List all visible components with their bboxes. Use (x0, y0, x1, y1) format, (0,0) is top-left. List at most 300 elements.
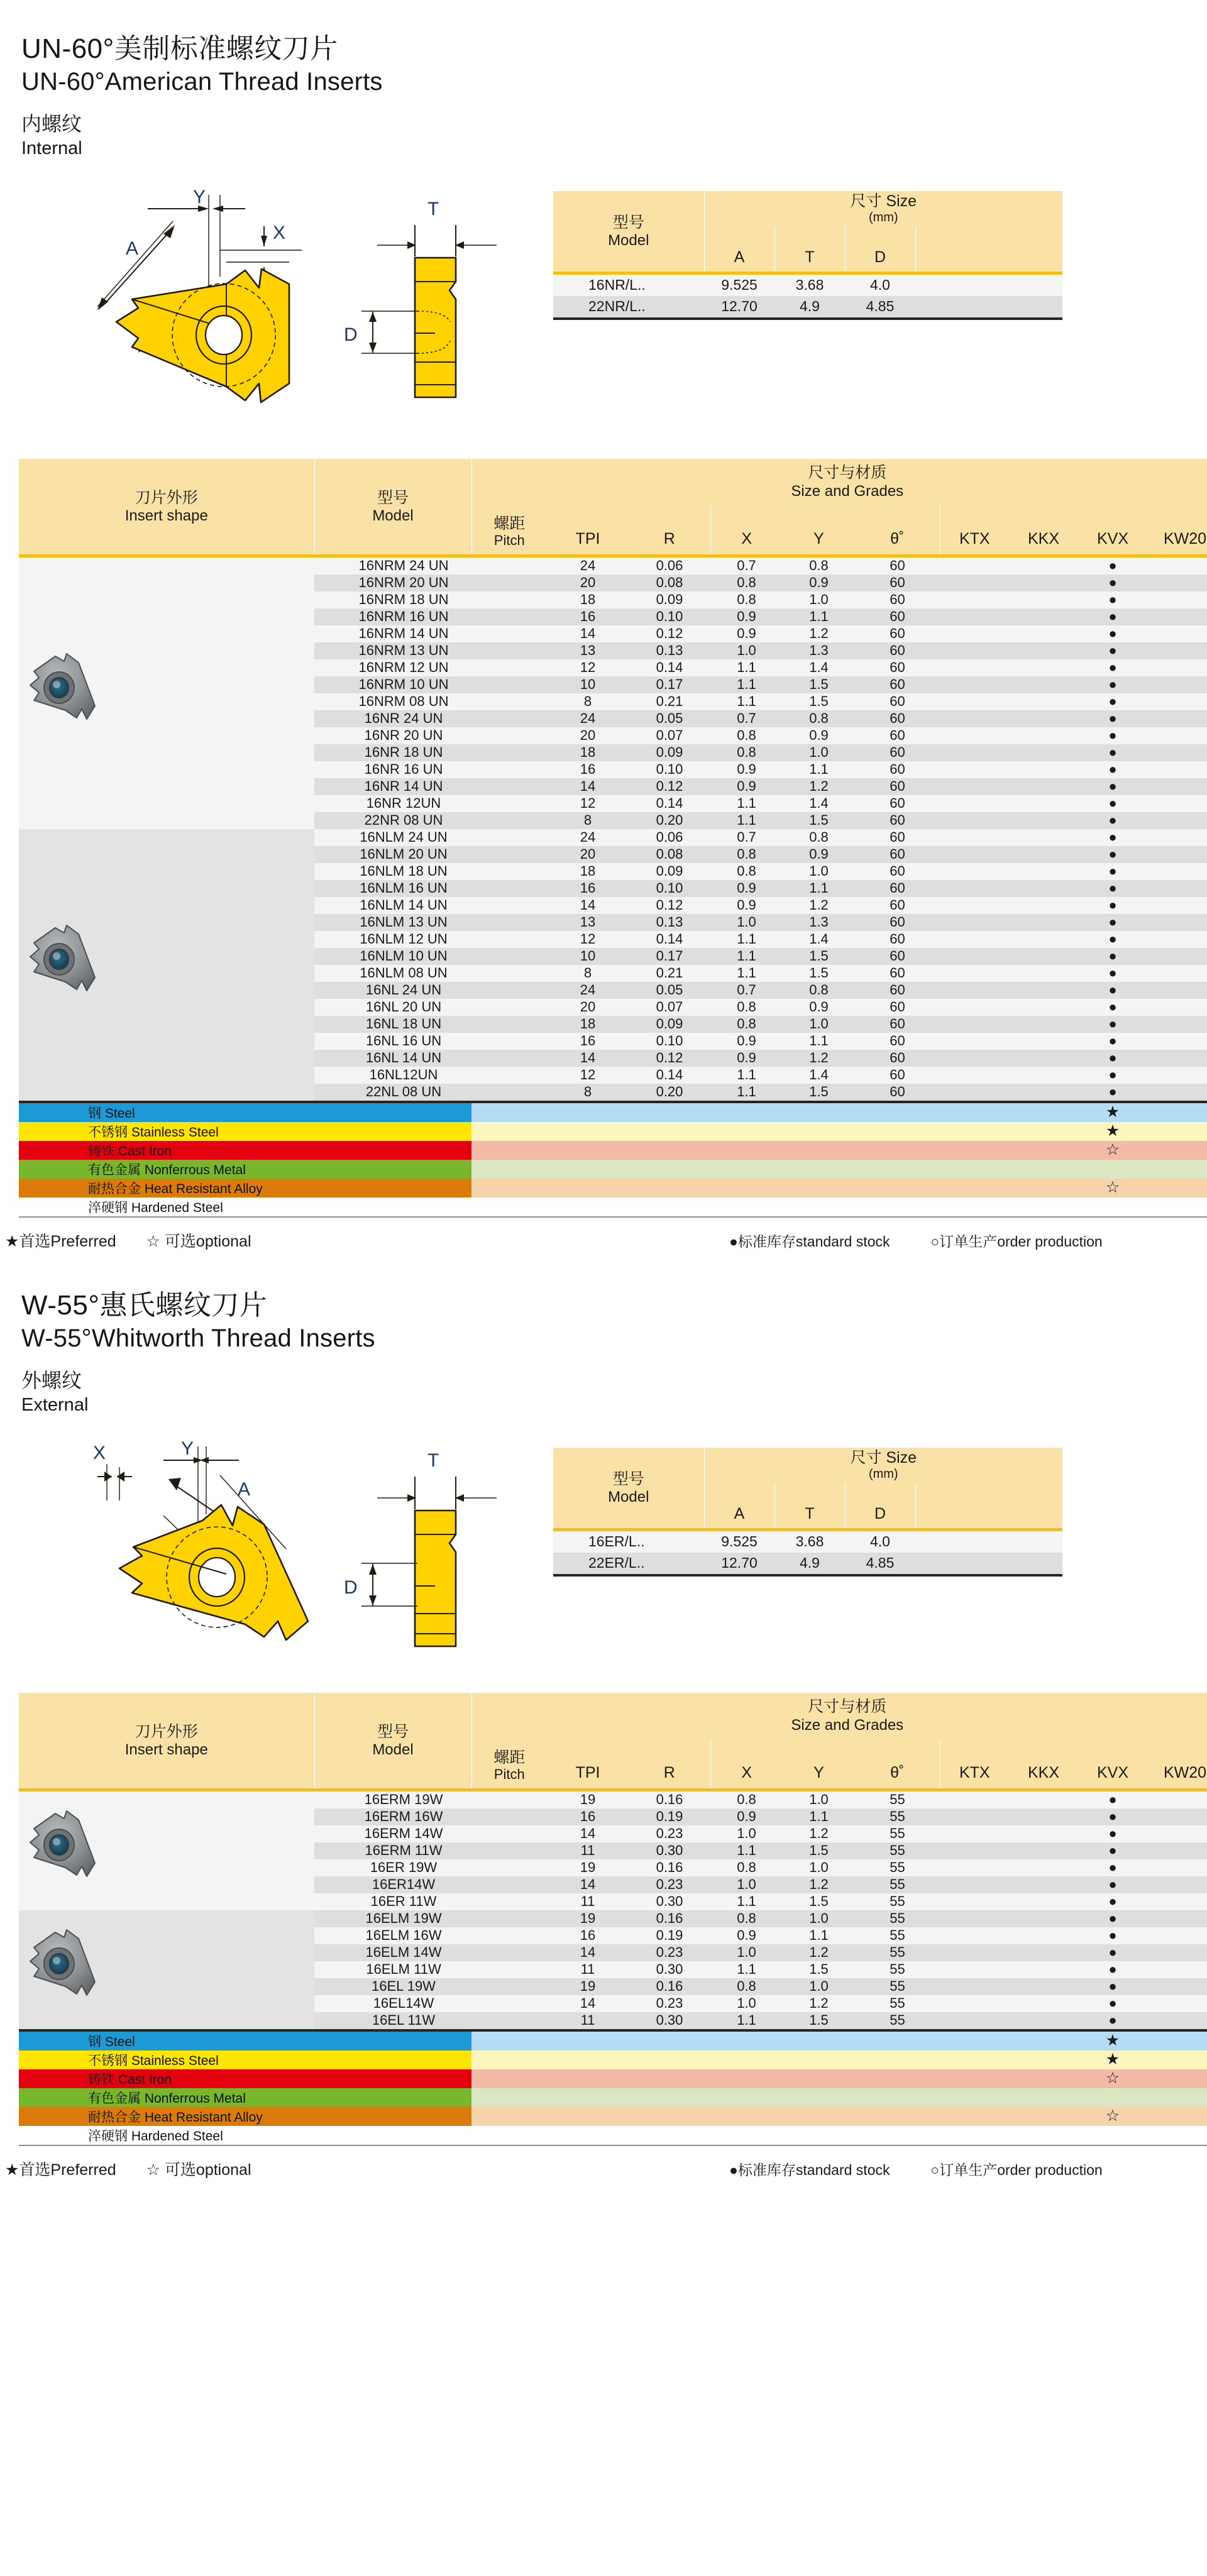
cell-kw20 (1147, 1084, 1207, 1101)
cell-theta: 60 (855, 676, 940, 693)
cell-kw20 (1147, 1859, 1207, 1876)
cell-pitch (471, 1995, 547, 2012)
cell-tpi: 12 (547, 1067, 629, 1084)
cell-pitch (471, 846, 547, 863)
header-model-en: Model (372, 507, 414, 524)
dim-cell-model: 16ER/L.. (553, 1531, 704, 1553)
cell-kvx: ● (1078, 642, 1147, 659)
cell-kw20 (1147, 829, 1207, 846)
cell-y: 1.1 (783, 608, 855, 625)
cell-kw20 (1147, 1842, 1207, 1859)
cell-kvx: ● (1078, 829, 1147, 846)
header-x: X (710, 505, 783, 554)
header-y: Y (783, 1739, 855, 1788)
material-label: 钢 Steel (19, 1103, 471, 1122)
cell-pitch (471, 1792, 547, 1808)
cell-kkx (1009, 1978, 1078, 1995)
cell-theta: 60 (855, 812, 940, 829)
cell-ktx (940, 846, 1009, 863)
cell-theta: 60 (855, 863, 940, 880)
material-kw20 (1147, 2050, 1207, 2069)
cell-model: 16NL 18 UN (314, 1016, 471, 1033)
header-insert-shape (19, 459, 314, 554)
material-kw20 (1147, 2107, 1207, 2126)
material-label: 不锈钢 Stainless Steel (19, 2050, 471, 2069)
cell-tpi: 11 (547, 1842, 629, 1859)
material-legend-row (19, 2050, 1207, 2069)
cell-y: 1.2 (783, 1050, 855, 1067)
cell-theta: 60 (855, 948, 940, 965)
cell-model: 16ERM 16W (314, 1808, 471, 1825)
cell-tpi: 14 (547, 778, 629, 795)
table-row (19, 829, 1207, 846)
cell-kvx: ● (1078, 1825, 1147, 1842)
cell-theta: 60 (855, 642, 940, 659)
cell-kkx (1009, 829, 1078, 846)
page-title-en: W-55°Whitworth Thread Inserts (21, 1324, 375, 1352)
material-kkx (1009, 2126, 1078, 2145)
cell-ktx (940, 982, 1009, 999)
material-ktx (940, 1179, 1009, 1197)
cell-tpi: 20 (547, 575, 629, 592)
cell-kvx: ● (1078, 625, 1147, 642)
cell-pitch (471, 931, 547, 948)
cell-model: 16ERM 11W (314, 1842, 471, 1859)
cell-y: 1.5 (783, 676, 855, 693)
cell-y: 1.5 (783, 965, 855, 982)
cell-kvx: ● (1078, 914, 1147, 931)
material-tint (471, 1197, 940, 1216)
drawing-and-dimensions (0, 1433, 1207, 1671)
cell-model: 16NRM 20 UN (314, 575, 471, 592)
cell-pitch (471, 812, 547, 829)
material-tint (471, 2126, 940, 2145)
cell-pitch (471, 592, 547, 608)
cell-kw20 (1147, 2012, 1207, 2029)
cell-r: 0.09 (629, 1016, 710, 1033)
drawing-panel (0, 1433, 553, 1671)
header-model-en: Model (372, 1741, 414, 1758)
cell-r: 0.09 (629, 744, 710, 761)
cell-r: 0.14 (629, 659, 710, 676)
dim-header-model-en: Model (608, 1488, 649, 1505)
cell-y: 1.0 (783, 744, 855, 761)
page-title-en: UN-60°American Thread Inserts (21, 67, 383, 96)
cell-pitch (471, 1893, 547, 1910)
cell-y: 0.9 (783, 846, 855, 863)
cell-kw20 (1147, 1927, 1207, 1944)
cell-kvx: ● (1078, 1050, 1147, 1067)
cell-tpi: 12 (547, 659, 629, 676)
cell-pitch (471, 676, 547, 693)
cell-tpi: 16 (547, 1808, 629, 1825)
section-heading (0, 1257, 1207, 1416)
cell-pitch (471, 727, 547, 744)
cell-r: 0.13 (629, 914, 710, 931)
dim-cell-A: 9.525 (704, 1531, 774, 1553)
page-title-cn: UN-60°美制标准螺纹刀片 (21, 33, 338, 64)
cell-pitch (471, 1808, 547, 1825)
header-ktx: KTX (940, 1739, 1009, 1788)
cell-kkx (1009, 1961, 1078, 1978)
cell-r: 0.20 (629, 1084, 710, 1101)
cell-kw20 (1147, 676, 1207, 693)
cell-r: 0.07 (629, 999, 710, 1016)
cell-pitch (471, 1067, 547, 1084)
cell-pitch (471, 1825, 547, 1842)
dimension-table (553, 191, 1062, 320)
page-subtitle-en: External (21, 1394, 89, 1415)
cell-y: 1.0 (783, 1859, 855, 1876)
cell-pitch (471, 608, 547, 625)
cell-r: 0.12 (629, 1050, 710, 1067)
cell-kw20 (1147, 1876, 1207, 1893)
cell-tpi: 14 (547, 897, 629, 914)
material-kkx (1009, 1103, 1078, 1122)
cell-x: 1.1 (710, 676, 783, 693)
cell-pitch (471, 659, 547, 676)
cell-r: 0.17 (629, 948, 710, 965)
stock-label: 标准库存standard stock (737, 1233, 890, 1250)
material-ktx (940, 1141, 1009, 1160)
material-tint (471, 1141, 940, 1160)
cell-x: 0.9 (710, 880, 783, 897)
material-kw20 (1147, 1179, 1207, 1197)
cell-pitch (471, 761, 547, 778)
header-pitch (471, 1739, 547, 1788)
cell-x: 1.1 (710, 795, 783, 812)
dim-header-size-cn: 尺寸 Size (850, 1448, 917, 1467)
cell-x: 0.8 (710, 863, 783, 880)
cell-y: 1.4 (783, 659, 855, 676)
cell-model: 16NLM 20 UN (314, 846, 471, 863)
cell-ktx (940, 676, 1009, 693)
cell-ktx (940, 693, 1009, 710)
material-ktx (940, 2069, 1009, 2088)
cell-pitch (471, 1842, 547, 1859)
cell-y: 1.1 (783, 1033, 855, 1050)
preferred-label: 首选Preferred (19, 1232, 116, 1250)
cell-kkx (1009, 761, 1078, 778)
cell-tpi: 18 (547, 863, 629, 880)
material-ktx (940, 2126, 1009, 2145)
cell-pitch (471, 1859, 547, 1876)
cell-tpi: 19 (547, 1978, 629, 1995)
cell-y: 0.9 (783, 575, 855, 592)
cell-y: 1.2 (783, 625, 855, 642)
cell-r: 0.23 (629, 1995, 710, 2012)
cell-kvx: ● (1078, 1995, 1147, 2012)
cell-ktx (940, 1876, 1009, 1893)
dim-cell-D: 4.85 (845, 1553, 915, 1574)
header-kw20: KW20 (1147, 505, 1207, 554)
cell-x: 1.0 (710, 914, 783, 931)
cell-ktx (940, 642, 1009, 659)
cell-kvx: ● (1078, 676, 1147, 693)
cell-kw20 (1147, 1995, 1207, 2012)
dim-bottom-rule (553, 1574, 1062, 1577)
cell-kkx (1009, 795, 1078, 812)
cell-tpi: 16 (547, 608, 629, 625)
cell-r: 0.16 (629, 1910, 710, 1927)
cell-kvx: ● (1078, 795, 1147, 812)
material-kw20 (1147, 2126, 1207, 2145)
cell-ktx (940, 744, 1009, 761)
dim-bottom-rule (553, 317, 1062, 320)
cell-kvx: ● (1078, 1016, 1147, 1033)
preferred-star-icon: ★ (5, 2160, 19, 2179)
cell-model: 16ER14W (314, 1876, 471, 1893)
cell-tpi: 24 (547, 558, 629, 575)
cell-kw20 (1147, 931, 1207, 948)
material-label: 淬硬钢 Hardened Steel (19, 2126, 471, 2145)
order-label: 订单生产order production (939, 2161, 1103, 2178)
cell-r: 0.06 (629, 558, 710, 575)
cell-r: 0.20 (629, 812, 710, 829)
cell-y: 0.8 (783, 558, 855, 575)
cell-kkx (1009, 1033, 1078, 1050)
cell-pitch (471, 1050, 547, 1067)
dim-cell-T: 4.9 (774, 1553, 845, 1574)
cell-theta: 60 (855, 982, 940, 999)
dim-header-col-T: T (774, 1483, 845, 1528)
cell-kw20 (1147, 846, 1207, 863)
cell-tpi: 11 (547, 1961, 629, 1978)
material-legend-row (19, 1103, 1207, 1122)
header-r: R (629, 505, 710, 554)
cell-pitch (471, 897, 547, 914)
footer-legend (0, 2152, 1207, 2185)
material-tint (471, 2069, 940, 2088)
cell-kkx (1009, 897, 1078, 914)
material-legend-row (19, 1122, 1207, 1141)
cell-kw20 (1147, 710, 1207, 727)
cell-x: 0.9 (710, 778, 783, 795)
cell-model: 16EL 11W (314, 2012, 471, 2029)
cell-kkx (1009, 642, 1078, 659)
cell-x: 1.1 (710, 1842, 783, 1859)
cell-y: 1.2 (783, 778, 855, 795)
header-model (314, 459, 471, 554)
cell-kkx (1009, 676, 1078, 693)
cell-x: 0.8 (710, 999, 783, 1016)
cell-x: 1.1 (710, 1084, 783, 1101)
cell-kw20 (1147, 948, 1207, 965)
cell-r: 0.07 (629, 727, 710, 744)
dim-row (553, 275, 1062, 296)
cell-kvx: ● (1078, 693, 1147, 710)
cell-model: 16NR 24 UN (314, 710, 471, 727)
cell-ktx (940, 1910, 1009, 1927)
cell-x: 0.8 (710, 744, 783, 761)
cell-ktx (940, 863, 1009, 880)
cell-r: 0.21 (629, 965, 710, 982)
material-tint (471, 1122, 940, 1141)
cell-kvx: ● (1078, 592, 1147, 608)
cell-r: 0.06 (629, 829, 710, 846)
cell-kw20 (1147, 1944, 1207, 1961)
material-label: 铸铁 Cast Iron (19, 1141, 471, 1160)
cell-r: 0.23 (629, 1944, 710, 1961)
header-y: Y (783, 505, 855, 554)
cell-model: 16NLM 12 UN (314, 931, 471, 948)
cell-model: 16NR 20 UN (314, 727, 471, 744)
cell-x: 0.8 (710, 1859, 783, 1876)
cell-y: 1.0 (783, 592, 855, 608)
cell-ktx (940, 1067, 1009, 1084)
cell-pitch (471, 575, 547, 592)
material-kkx (1009, 2032, 1078, 2050)
cell-kw20 (1147, 863, 1207, 880)
optional-label: 可选optional (164, 1232, 251, 1250)
cell-ktx (940, 1842, 1009, 1859)
cell-x: 0.8 (710, 592, 783, 608)
footer-legend (0, 1224, 1207, 1257)
cell-model: 22NR 08 UN (314, 812, 471, 829)
drawing-label-T: T (427, 1450, 439, 1471)
cell-pitch (471, 948, 547, 965)
cell-pitch (471, 710, 547, 727)
cell-kvx: ● (1078, 948, 1147, 965)
cell-y: 1.5 (783, 693, 855, 710)
cell-theta: 55 (855, 1842, 940, 1859)
cell-tpi: 12 (547, 795, 629, 812)
material-kkx (1009, 1160, 1078, 1179)
cell-pitch (471, 965, 547, 982)
header-insert-shape (19, 1693, 314, 1788)
page-subtitle-cn: 内螺纹 (21, 112, 82, 135)
cell-model: 16NLM 08 UN (314, 965, 471, 982)
cell-theta: 60 (855, 744, 940, 761)
cell-kvx: ● (1078, 1084, 1147, 1101)
cell-kvx: ● (1078, 880, 1147, 897)
cell-y: 1.1 (783, 761, 855, 778)
cell-kw20 (1147, 1016, 1207, 1033)
cell-y: 1.2 (783, 897, 855, 914)
cell-kw20 (1147, 1961, 1207, 1978)
cell-kvx: ● (1078, 727, 1147, 744)
material-label: 有色金属 Nonferrous Metal (19, 2088, 471, 2107)
cell-theta: 60 (855, 931, 940, 948)
material-tint (471, 2032, 940, 2050)
cell-ktx (940, 659, 1009, 676)
cell-tpi: 8 (547, 693, 629, 710)
cell-y: 0.9 (783, 999, 855, 1016)
cell-ktx (940, 608, 1009, 625)
cell-model: 16NR 16 UN (314, 761, 471, 778)
cell-pitch (471, 693, 547, 710)
cell-kw20 (1147, 812, 1207, 829)
order-circle-icon: ○ (930, 2161, 940, 2178)
material-legend-row (19, 1197, 1207, 1216)
cell-y: 1.2 (783, 1876, 855, 1893)
cell-tpi: 14 (547, 1825, 629, 1842)
page-subtitle-en: Internal (21, 138, 82, 158)
cell-kkx (1009, 744, 1078, 761)
cell-x: 1.0 (710, 1876, 783, 1893)
cell-x: 1.1 (710, 659, 783, 676)
cell-tpi: 8 (547, 965, 629, 982)
cell-kw20 (1147, 897, 1207, 914)
cell-kkx (1009, 625, 1078, 642)
material-kvx-mark (1078, 1197, 1147, 1216)
cell-theta: 55 (855, 1910, 940, 1927)
cell-model: 16ELM 19W (314, 1910, 471, 1927)
material-kw20 (1147, 1197, 1207, 1216)
cell-model: 22NL 08 UN (314, 1084, 471, 1101)
cell-ktx (940, 965, 1009, 982)
cell-kw20 (1147, 1893, 1207, 1910)
cell-tpi: 10 (547, 676, 629, 693)
insert-shape-icon (19, 646, 113, 740)
cell-pitch (471, 880, 547, 897)
material-kw20 (1147, 1160, 1207, 1179)
cell-y: 1.3 (783, 642, 855, 659)
dim-header-blank (915, 1483, 1062, 1528)
cell-r: 0.10 (629, 761, 710, 778)
preferred-label: 首选Preferred (19, 2160, 116, 2179)
header-size-grades (471, 1693, 1207, 1739)
cell-kvx: ● (1078, 982, 1147, 999)
cell-ktx (940, 1944, 1009, 1961)
dim-header-size-unit: (mm) (868, 211, 898, 225)
drawing-label-Y: Y (181, 1438, 194, 1459)
material-kkx (1009, 2107, 1078, 2126)
dim-cell-model: 16NR/L.. (553, 275, 704, 296)
cell-model: 16NLM 24 UN (314, 829, 471, 846)
cell-model: 16NRM 24 UN (314, 558, 471, 575)
cell-r: 0.19 (629, 1927, 710, 1944)
cell-y: 1.5 (783, 2012, 855, 2029)
drawing-label-A: A (238, 1478, 251, 1500)
cell-pitch (471, 795, 547, 812)
cell-x: 1.1 (710, 1961, 783, 1978)
cell-kkx (1009, 1893, 1078, 1910)
cell-tpi: 11 (547, 1893, 629, 1910)
header-pitch-cn: 螺距 (493, 1749, 526, 1767)
cell-kkx (1009, 659, 1078, 676)
cell-kw20 (1147, 880, 1207, 897)
cell-pitch (471, 863, 547, 880)
cell-ktx (940, 1050, 1009, 1067)
cell-kvx: ● (1078, 1961, 1147, 1978)
header-ktx: KTX (940, 505, 1009, 554)
specification-table (19, 1693, 1207, 2146)
cell-y: 1.5 (783, 1961, 855, 1978)
cell-tpi: 14 (547, 1995, 629, 2012)
cell-x: 0.9 (710, 1033, 783, 1050)
cell-kkx (1009, 693, 1078, 710)
material-ktx (940, 1103, 1009, 1122)
dimension-panel (553, 176, 1157, 320)
cell-x: 1.0 (710, 642, 783, 659)
cell-pitch (471, 914, 547, 931)
dim-header-model-en: Model (608, 231, 649, 249)
cell-r: 0.14 (629, 931, 710, 948)
cell-y: 1.2 (783, 1825, 855, 1842)
cell-pitch (471, 642, 547, 659)
cell-r: 0.10 (629, 1033, 710, 1050)
material-kvx-mark: ★ (1078, 1103, 1147, 1122)
cell-tpi: 20 (547, 999, 629, 1016)
cell-kkx (1009, 1927, 1078, 1944)
cell-r: 0.23 (629, 1876, 710, 1893)
cell-pitch (471, 1016, 547, 1033)
header-pitch-en: Pitch (493, 532, 525, 548)
cell-theta: 60 (855, 1067, 940, 1084)
cell-pitch (471, 2012, 547, 2029)
stock-dot-icon: ● (729, 1233, 738, 1250)
